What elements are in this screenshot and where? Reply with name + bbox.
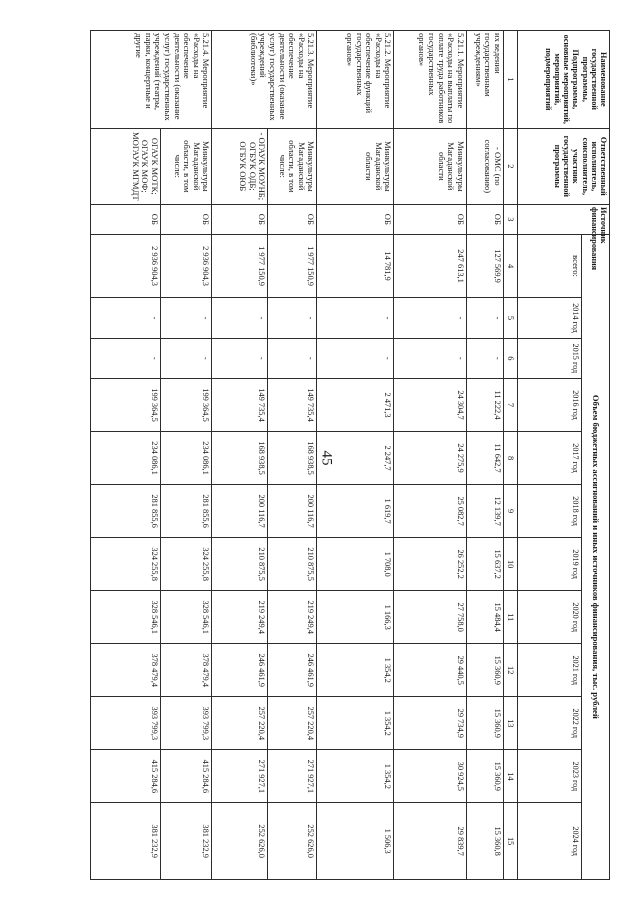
value-cell: 30 924,5: [394, 750, 466, 803]
value-cell: -: [161, 298, 212, 338]
value-cell: 2 936 904,3: [161, 234, 212, 298]
value-cell: 1 619,7: [317, 485, 394, 538]
value-cell: 12 139,7: [466, 485, 503, 538]
header-source: Источник финансирования: [518, 205, 610, 235]
value-cell: 200 116,7: [212, 485, 268, 538]
source-cell: ОБ: [212, 205, 268, 235]
value-cell: 1 354,2: [317, 644, 394, 697]
source-cell: ОБ: [91, 205, 161, 235]
header-year: 2019 год: [518, 538, 582, 591]
value-cell: 168 938,5: [268, 432, 317, 485]
rotated-content: [90, 30, 610, 880]
value-cell: 246 461,9: [212, 644, 268, 697]
value-cell: -: [268, 298, 317, 338]
table-row: [268, 31, 317, 880]
value-cell: 219 249,4: [268, 591, 317, 644]
executor-cell: - ОГАУК МОУНБ; ОГБУК ОДБ; ОГБУК ОЮБ: [212, 128, 268, 204]
header-year: 2024 год: [518, 803, 582, 880]
table-row: [394, 31, 466, 880]
index-cell: 7: [504, 378, 518, 431]
rotated-sheet: [90, 30, 610, 880]
value-cell: -: [161, 338, 212, 378]
index-cell: 1: [504, 31, 518, 129]
value-cell: 29 440,5: [394, 644, 466, 697]
index-cell: 15: [504, 803, 518, 880]
index-cell: 2: [504, 128, 518, 204]
value-cell: 11 222,4: [466, 378, 503, 431]
value-cell: 210 875,5: [212, 538, 268, 591]
value-cell: 247 613,1: [394, 234, 466, 298]
table-row: [212, 31, 268, 880]
header-year: 2016 год: [518, 378, 582, 431]
value-cell: -: [317, 298, 394, 338]
value-cell: 1 977 150,9: [268, 234, 317, 298]
value-cell: 24 275,9: [394, 432, 466, 485]
value-cell: 15 637,2: [466, 538, 503, 591]
value-cell: 149 735,4: [268, 378, 317, 431]
value-cell: -: [91, 338, 161, 378]
name-cell: 5.21.1. Мероприятие «Расходы на выплаты по оплате труда работников государственных органов»: [394, 31, 466, 129]
index-cell: 11: [504, 591, 518, 644]
value-cell: 25 082,7: [394, 485, 466, 538]
index-cell: 3: [504, 205, 518, 235]
executor-cell: Минкультуры Магаданской области: [317, 128, 394, 204]
value-cell: 381 232,9: [161, 803, 212, 880]
index-cell: 13: [504, 697, 518, 750]
value-cell: 15 360,8: [466, 803, 503, 880]
value-cell: -: [212, 298, 268, 338]
source-cell: ОБ: [268, 205, 317, 235]
name-cell: их ведении государственным учреждениям»: [466, 31, 503, 129]
value-cell: 29 734,9: [394, 697, 466, 750]
value-cell: 1 708,0: [317, 538, 394, 591]
value-cell: -: [212, 338, 268, 378]
value-cell: 1 354,2: [317, 750, 394, 803]
value-cell: 199 364,5: [91, 378, 161, 431]
value-cell: 1 354,2: [317, 697, 394, 750]
value-cell: -: [268, 338, 317, 378]
value-cell: 219 249,4: [212, 591, 268, 644]
source-cell: ОБ: [466, 205, 503, 235]
value-cell: 381 232,9: [91, 803, 161, 880]
header-year: 2018 год: [518, 485, 582, 538]
name-cell: 5.21.2. Мероприятие «Расходы на обеспечение функций государственных органов»: [317, 31, 394, 129]
index-cell: 6: [504, 338, 518, 378]
value-cell: 1 977 150,9: [212, 234, 268, 298]
name-cell: 5.21.4. Мероприятие «Расходы на обеспечение деятельности (оказание услуг) государственных учреждений (театры, парки, концертные и другие: [91, 31, 212, 129]
value-cell: -: [466, 298, 503, 338]
value-cell: 200 116,7: [268, 485, 317, 538]
value-cell: 324 255,8: [161, 538, 212, 591]
value-cell: 393 799,3: [91, 697, 161, 750]
value-cell: 149 735,4: [212, 378, 268, 431]
value-cell: -: [394, 298, 466, 338]
value-cell: 281 855,6: [91, 485, 161, 538]
executor-cell: Минкультуры Магаданской области, в том числе:: [268, 128, 317, 204]
header-name: Наименование государственной программы, Подпрограммы, основные мероприятий, мероприятий, подмероприятий: [518, 31, 610, 129]
value-cell: 378 479,4: [91, 644, 161, 697]
value-cell: 271 927,1: [268, 750, 317, 803]
executor-cell: ОГАУК МОТК; ОГАУК МОФ; МОГАУК МГМДТ: [91, 128, 161, 204]
executor-cell: - ОМС (по согласованию): [466, 128, 503, 204]
value-cell: 393 799,3: [161, 697, 212, 750]
value-cell: 415 284,6: [91, 750, 161, 803]
header-volume: Объем бюджетных ассигнований и иных источников финансирования, тыс. рублей: [582, 234, 610, 879]
value-cell: 168 938,5: [212, 432, 268, 485]
value-cell: 15 360,9: [466, 750, 503, 803]
value-cell: -: [394, 338, 466, 378]
value-cell: -: [466, 338, 503, 378]
name-cell: 5.21.3. Мероприятие «Расходы на обеспечение деятельности (оказание услуг) государственных учреждений (библиотеки)»: [212, 31, 317, 129]
value-cell: 328 546,1: [161, 591, 212, 644]
value-cell: 257 220,4: [212, 697, 268, 750]
value-cell: 257 220,4: [268, 697, 317, 750]
value-cell: 324 255,8: [91, 538, 161, 591]
value-cell: 252 626,0: [212, 803, 268, 880]
header-total: всего:: [518, 234, 582, 298]
source-cell: ОБ: [161, 205, 212, 235]
value-cell: 415 284,6: [161, 750, 212, 803]
index-cell: 14: [504, 750, 518, 803]
value-cell: -: [91, 298, 161, 338]
value-cell: 127 569,9: [466, 234, 503, 298]
value-cell: 252 626,0: [268, 803, 317, 880]
value-cell: 27 758,0: [394, 591, 466, 644]
source-cell: ОБ: [317, 205, 394, 235]
value-cell: 2 936 904,3: [91, 234, 161, 298]
index-cell: 9: [504, 485, 518, 538]
executor-cell: Минкультуры Магаданской области, в том числе:: [161, 128, 212, 204]
value-cell: 14 781,9: [317, 234, 394, 298]
table-row: [161, 31, 212, 880]
header-executor: Ответственный исполнитель, соисполнитель, участник государственной программы: [518, 128, 610, 204]
value-cell: 15 360,9: [466, 697, 503, 750]
value-cell: 378 479,4: [161, 644, 212, 697]
value-cell: 271 927,1: [212, 750, 268, 803]
page-number: 45: [318, 450, 335, 466]
value-cell: 234 086,1: [91, 432, 161, 485]
value-cell: 29 839,7: [394, 803, 466, 880]
value-cell: 281 855,6: [161, 485, 212, 538]
value-cell: 234 086,1: [161, 432, 212, 485]
header-year: 2022 год: [518, 697, 582, 750]
header-year: 2021 год: [518, 644, 582, 697]
header-year: 2014 год: [518, 298, 582, 338]
header-year: 2020 год: [518, 591, 582, 644]
index-cell: 8: [504, 432, 518, 485]
table-row: [91, 31, 161, 880]
header-year: 2015 год: [518, 338, 582, 378]
value-cell: 210 875,5: [268, 538, 317, 591]
value-cell: -: [317, 338, 394, 378]
value-cell: 24 304,7: [394, 378, 466, 431]
budget-table: [90, 30, 610, 880]
table-row: [317, 31, 394, 880]
index-cell: 10: [504, 538, 518, 591]
value-cell: 2 247,7: [317, 432, 394, 485]
header-year: 2017 год: [518, 432, 582, 485]
value-cell: 15 360,9: [466, 644, 503, 697]
table-row: [466, 31, 503, 880]
value-cell: 328 546,1: [91, 591, 161, 644]
value-cell: 1 166,3: [317, 591, 394, 644]
index-cell: 4: [504, 234, 518, 298]
value-cell: 26 252,2: [394, 538, 466, 591]
value-cell: 15 484,4: [466, 591, 503, 644]
value-cell: 1 506,3: [317, 803, 394, 880]
header-year: 2023 год: [518, 750, 582, 803]
executor-cell: Минкультуры Магаданской области: [394, 128, 466, 204]
value-cell: 11 642,7: [466, 432, 503, 485]
value-cell: 246 461,9: [268, 644, 317, 697]
value-cell: 2 471,3: [317, 378, 394, 431]
value-cell: 199 364,5: [161, 378, 212, 431]
source-cell: ОБ: [394, 205, 466, 235]
index-cell: 5: [504, 298, 518, 338]
index-cell: 12: [504, 644, 518, 697]
